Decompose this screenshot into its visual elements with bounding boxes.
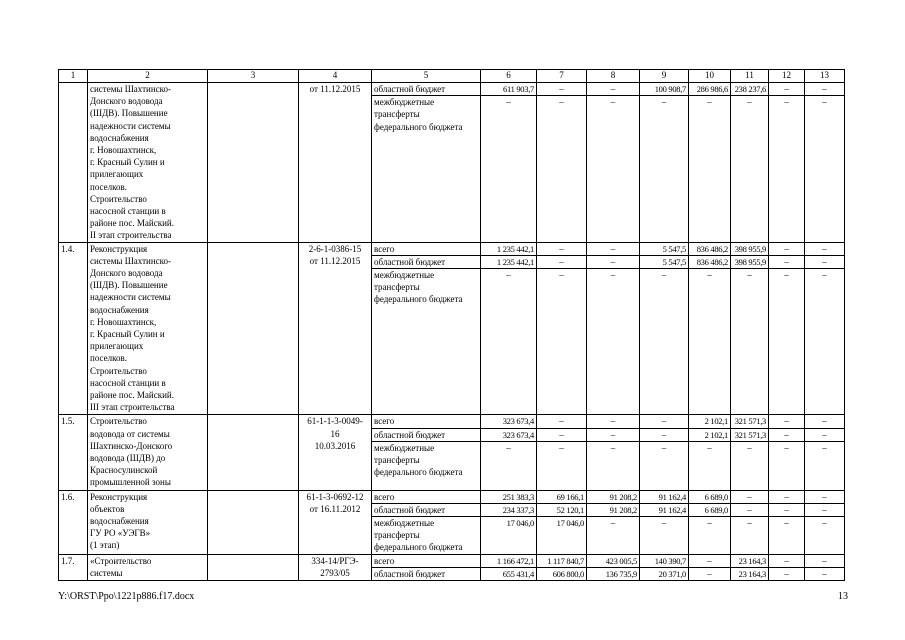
- document-line: от 11.12.2015: [309, 84, 361, 94]
- item-name-line: Шахтинско-Донского: [90, 440, 173, 451]
- funding-source: [372, 428, 481, 441]
- item-name: [88, 490, 208, 554]
- item-name-line: водоснабжения: [90, 132, 149, 143]
- funding-source: [372, 415, 481, 428]
- item-name-line: водоснабжения: [90, 516, 149, 527]
- funding-source: [372, 269, 481, 415]
- funding-source-line: федерального бюджета: [374, 467, 463, 478]
- funding-source-line: областной бюджет: [374, 84, 446, 94]
- value-cell: 286 986,6: [689, 83, 731, 96]
- table-row: [59, 554, 845, 567]
- value-cell: 23 164,3: [731, 554, 769, 567]
- column-3-cell: [208, 83, 299, 243]
- funding-source: [372, 503, 481, 516]
- item-name-line: системы Шахтинско-: [90, 84, 172, 94]
- value-cell: –: [587, 255, 640, 268]
- value-cell: –: [587, 415, 640, 428]
- column-header: 4: [299, 70, 372, 83]
- funding-source-line: федерального бюджета: [374, 121, 463, 132]
- item-name: [88, 554, 208, 580]
- item-name-line: III этап строительства: [90, 402, 175, 413]
- value-cell: –: [731, 269, 769, 415]
- value-cell: –: [805, 96, 845, 242]
- item-name-line: поселков.: [90, 353, 128, 364]
- item-number: 1.4.: [59, 242, 88, 415]
- funding-source-line: трансферты: [374, 455, 420, 466]
- item-name-line: (ШДВ). Повышение: [90, 108, 168, 119]
- value-cell: 136 735,9: [587, 567, 640, 580]
- funding-source-line: межбюджетные: [374, 97, 435, 108]
- funding-source-line: всего: [374, 491, 395, 502]
- item-number: [59, 83, 88, 243]
- item-name-line: районе пос. Майский.: [90, 218, 174, 229]
- item-name-line: Строительство: [90, 193, 147, 204]
- funding-source-line: федерального бюджета: [374, 542, 463, 553]
- item-name-line: ГУ РО «УЭГВ»: [90, 528, 151, 539]
- file-path: Y:\ORST\Ppo\1221p886.f17.docx: [58, 591, 195, 602]
- value-cell: 2 102,1: [689, 415, 731, 428]
- value-cell: –: [537, 269, 587, 415]
- document-line: 10.03.2016: [314, 440, 356, 451]
- budget-table: [58, 69, 845, 581]
- funding-source: [372, 242, 481, 255]
- value-cell: 606 800,0: [537, 567, 587, 580]
- document-line: 61-1-3-0692-12: [306, 491, 364, 502]
- funding-source: [372, 441, 481, 490]
- value-cell: –: [537, 83, 587, 96]
- column-3-cell: [208, 490, 299, 554]
- header-row: [59, 70, 845, 83]
- item-name-line: прилегающих: [90, 169, 144, 180]
- document-line: 2793/05: [320, 567, 350, 578]
- item-name-line: Донского водовода: [90, 268, 163, 279]
- value-cell: 6 689,0: [689, 503, 731, 516]
- value-cell: 52 120,1: [537, 503, 587, 516]
- funding-source-line: всего: [374, 243, 395, 254]
- item-name-line: «Строительство: [90, 555, 152, 566]
- funding-source: [372, 255, 481, 268]
- funding-source-line: межбюджетные: [374, 270, 435, 281]
- value-cell: 321 571,3: [731, 428, 769, 441]
- document-line: 61-1-1-3-0049-: [307, 416, 363, 427]
- value-cell: –: [769, 83, 805, 96]
- funding-source: [372, 490, 481, 503]
- funding-source-line: межбюджетные: [374, 518, 435, 529]
- value-cell: –: [587, 517, 640, 555]
- column-header: 2: [88, 70, 208, 83]
- document-line: от 11.12.2015: [309, 255, 361, 266]
- item-name-line: (1 этап): [90, 540, 120, 551]
- value-cell: –: [640, 415, 689, 428]
- item-name-line: Строительство: [90, 365, 147, 376]
- value-cell: –: [689, 517, 731, 555]
- item-name-line: районе пос. Майский.: [90, 390, 174, 401]
- value-cell: –: [769, 415, 805, 428]
- funding-source-line: областной бюджет: [374, 256, 446, 267]
- funding-source-line: трансферты: [374, 109, 420, 120]
- document-number: [299, 83, 372, 243]
- value-cell: –: [537, 242, 587, 255]
- value-cell: –: [769, 428, 805, 441]
- value-cell: –: [769, 567, 805, 580]
- value-cell: 100 908,7: [640, 83, 689, 96]
- value-cell: –: [805, 567, 845, 580]
- value-cell: 20 371,0: [640, 567, 689, 580]
- item-name: [88, 242, 208, 415]
- funding-source: [372, 517, 481, 555]
- funding-source-line: трансферты: [374, 530, 420, 541]
- value-cell: –: [805, 83, 845, 96]
- value-cell: 238 237,6: [731, 83, 769, 96]
- value-cell: –: [689, 96, 731, 242]
- column-header: 9: [640, 70, 689, 83]
- value-cell: –: [805, 490, 845, 503]
- value-cell: –: [587, 428, 640, 441]
- document-number: [299, 490, 372, 554]
- funding-source-line: областной бюджет: [374, 429, 446, 440]
- value-cell: –: [640, 441, 689, 490]
- value-cell: 1 166 472,1: [481, 554, 537, 567]
- item-name-line: водовода от системы: [90, 428, 170, 439]
- value-cell: 836 486,2: [689, 242, 731, 255]
- column-header: 6: [481, 70, 537, 83]
- value-cell: 17 046,0: [481, 517, 537, 555]
- value-cell: –: [805, 242, 845, 255]
- value-cell: –: [640, 517, 689, 555]
- value-cell: 23 164,3: [731, 567, 769, 580]
- value-cell: –: [537, 441, 587, 490]
- value-cell: 1 235 442,1: [481, 255, 537, 268]
- value-cell: 2 102,1: [689, 428, 731, 441]
- item-number: 1.7.: [59, 554, 88, 580]
- item-name-line: Строительство: [90, 416, 147, 427]
- funding-source: [372, 83, 481, 96]
- value-cell: –: [537, 255, 587, 268]
- item-number: 1.5.: [59, 415, 88, 490]
- item-name-line: насосной станции в: [90, 377, 166, 388]
- value-cell: –: [805, 269, 845, 415]
- item-name-line: Реконструкция: [90, 491, 148, 502]
- value-cell: –: [805, 503, 845, 516]
- item-name-line: г. Новошахтинск,: [90, 316, 157, 327]
- value-cell: 91 208,2: [587, 503, 640, 516]
- value-cell: –: [689, 269, 731, 415]
- value-cell: –: [805, 255, 845, 268]
- column-header: 7: [537, 70, 587, 83]
- column-header: 12: [769, 70, 805, 83]
- document-line: 334-14/РГЭ-: [311, 555, 359, 566]
- item-name-line: промышленной зоны: [90, 477, 171, 488]
- value-cell: 323 673,4: [481, 428, 537, 441]
- value-cell: –: [587, 83, 640, 96]
- value-cell: 321 571,3: [731, 415, 769, 428]
- table-body: [59, 83, 845, 581]
- column-header: 10: [689, 70, 731, 83]
- value-cell: –: [769, 490, 805, 503]
- value-cell: –: [689, 567, 731, 580]
- item-name-line: Реконструкция: [90, 243, 148, 254]
- column-3-cell: [208, 415, 299, 490]
- value-cell: –: [587, 269, 640, 415]
- funding-source: [372, 96, 481, 242]
- document-number: [299, 242, 372, 415]
- value-cell: 251 383,3: [481, 490, 537, 503]
- value-cell: 5 547,5: [640, 242, 689, 255]
- column-header: 8: [587, 70, 640, 83]
- value-cell: –: [805, 428, 845, 441]
- funding-source-line: всего: [374, 416, 395, 427]
- item-name-line: прилегающих: [90, 341, 144, 352]
- value-cell: 234 337,3: [481, 503, 537, 516]
- item-name: [88, 83, 208, 243]
- value-cell: 1 235 442,1: [481, 242, 537, 255]
- item-name-line: объектов: [90, 503, 125, 514]
- value-cell: 398 955,9: [731, 255, 769, 268]
- value-cell: –: [769, 554, 805, 567]
- column-header: 13: [805, 70, 845, 83]
- item-number: 1.6.: [59, 490, 88, 554]
- funding-source-line: трансферты: [374, 282, 420, 293]
- funding-source-line: федерального бюджета: [374, 294, 463, 305]
- page-number: 13: [838, 591, 848, 602]
- value-cell: –: [689, 441, 731, 490]
- column-3-cell: [208, 554, 299, 580]
- value-cell: 17 046,0: [537, 517, 587, 555]
- item-name-line: Донского водовода: [90, 96, 163, 107]
- value-cell: 91 162,4: [640, 503, 689, 516]
- value-cell: –: [769, 441, 805, 490]
- table-row: [59, 415, 845, 428]
- value-cell: –: [640, 269, 689, 415]
- value-cell: 6 689,0: [689, 490, 731, 503]
- value-cell: –: [731, 490, 769, 503]
- value-cell: –: [537, 96, 587, 242]
- funding-source-line: межбюджетные: [374, 442, 435, 453]
- value-cell: 140 390,7: [640, 554, 689, 567]
- value-cell: –: [537, 428, 587, 441]
- value-cell: –: [805, 517, 845, 555]
- item-name-line: системы: [90, 567, 123, 578]
- funding-source: [372, 567, 481, 580]
- value-cell: –: [640, 428, 689, 441]
- value-cell: 323 673,4: [481, 415, 537, 428]
- column-header: 5: [372, 70, 481, 83]
- item-name-line: г. Новошахтинск,: [90, 145, 157, 156]
- value-cell: –: [587, 441, 640, 490]
- value-cell: –: [805, 554, 845, 567]
- value-cell: –: [769, 96, 805, 242]
- value-cell: –: [769, 242, 805, 255]
- column-header: 11: [731, 70, 769, 83]
- item-name-line: надежности системы: [90, 292, 171, 303]
- value-cell: –: [537, 415, 587, 428]
- item-name-line: насосной станции в: [90, 206, 166, 217]
- value-cell: –: [769, 517, 805, 555]
- item-name-line: г. Красный Сулин и: [90, 329, 165, 340]
- value-cell: 655 431,4: [481, 567, 537, 580]
- funding-source-line: областной бюджет: [374, 504, 446, 515]
- value-cell: 5 547,5: [640, 255, 689, 268]
- value-cell: –: [731, 517, 769, 555]
- value-cell: –: [769, 255, 805, 268]
- item-name-line: поселков.: [90, 181, 128, 192]
- value-cell: –: [731, 503, 769, 516]
- item-name-line: II этап строительства: [90, 230, 172, 241]
- value-cell: –: [805, 415, 845, 428]
- value-cell: 1 117 840,7: [537, 554, 587, 567]
- document-number: [299, 554, 372, 580]
- value-cell: –: [587, 242, 640, 255]
- item-name-line: (ШДВ). Повышение: [90, 280, 168, 291]
- item-name-line: водовода (ШДВ) до: [90, 453, 166, 464]
- document-number: [299, 415, 372, 490]
- item-name-line: водоснабжения: [90, 304, 149, 315]
- value-cell: 836 486,2: [689, 255, 731, 268]
- item-name-line: Красносулинской: [90, 465, 158, 476]
- value-cell: –: [805, 441, 845, 490]
- funding-source: [372, 554, 481, 567]
- value-cell: –: [731, 96, 769, 242]
- value-cell: 611 903,7: [481, 83, 537, 96]
- item-name-line: г. Красный Сулин и: [90, 157, 165, 168]
- value-cell: –: [731, 441, 769, 490]
- value-cell: 423 005,5: [587, 554, 640, 567]
- value-cell: –: [689, 554, 731, 567]
- document-line: от 16.11.2012: [309, 503, 361, 514]
- value-cell: –: [587, 96, 640, 242]
- value-cell: 398 955,9: [731, 242, 769, 255]
- value-cell: –: [640, 96, 689, 242]
- item-name: [88, 415, 208, 490]
- item-name-line: системы Шахтинско-: [90, 255, 172, 266]
- table-row: [59, 242, 845, 255]
- table-row: [59, 83, 845, 96]
- item-name-line: надежности системы: [90, 120, 171, 131]
- value-cell: –: [481, 269, 537, 415]
- value-cell: –: [769, 503, 805, 516]
- value-cell: –: [481, 96, 537, 242]
- funding-source-line: областной бюджет: [374, 568, 446, 579]
- document-line: 16: [330, 428, 340, 439]
- value-cell: –: [481, 441, 537, 490]
- table-row: [59, 490, 845, 503]
- value-cell: 69 166,1: [537, 490, 587, 503]
- value-cell: 91 162,4: [640, 490, 689, 503]
- value-cell: –: [769, 269, 805, 415]
- funding-source-line: всего: [374, 555, 395, 566]
- column-header: 3: [208, 70, 299, 83]
- value-cell: 91 208,2: [587, 490, 640, 503]
- column-3-cell: [208, 242, 299, 415]
- document-line: 2-6-1-0386-15: [308, 243, 362, 254]
- column-header: 1: [59, 70, 88, 83]
